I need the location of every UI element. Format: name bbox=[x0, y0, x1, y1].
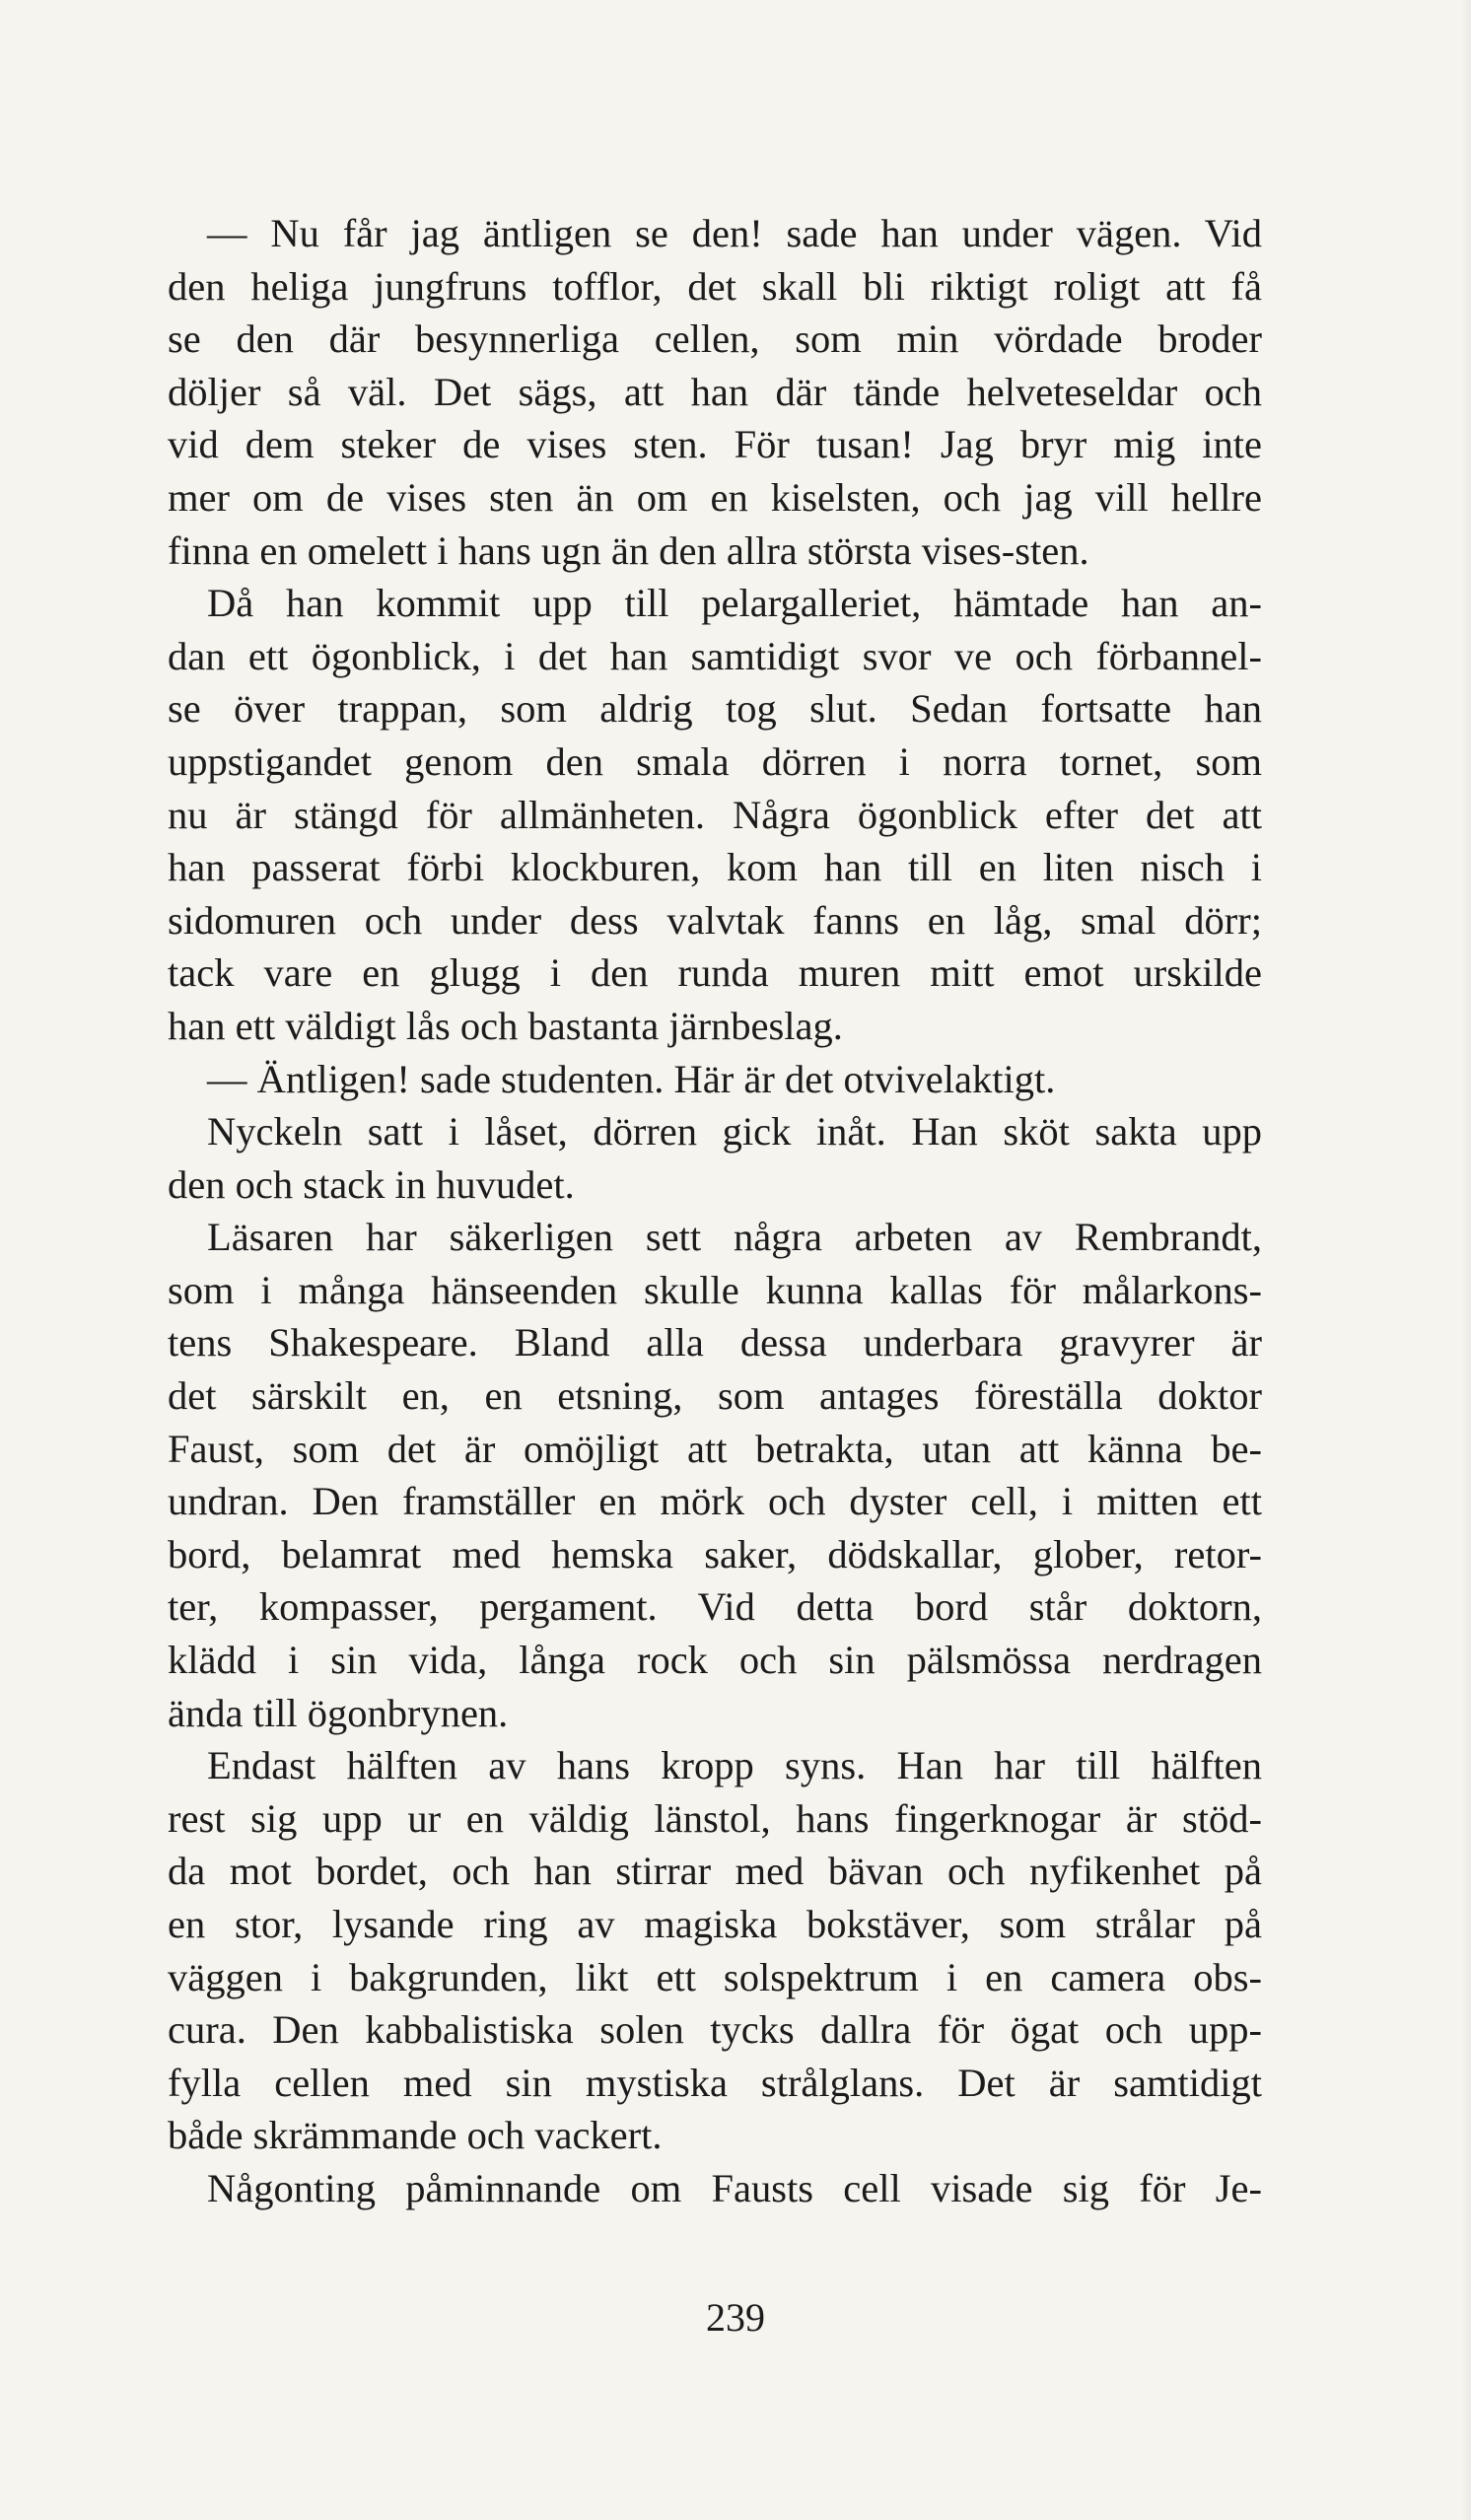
text-line: Nyckeln satt i låset, dörren gick inåt. Han sköt sakta upp bbox=[207, 1109, 1262, 1155]
text-line: klädd i sin vida, långa rock och sin pälsmössa nerdragen bbox=[168, 1638, 1262, 1683]
text-line: Läsaren har säkerligen sett några arbeten av Rembrandt, bbox=[207, 1215, 1262, 1260]
text-line: han passerat förbi klockburen, kom han till en liten nisch i bbox=[168, 845, 1262, 890]
text-line: den heliga jungfruns tofflor, det skall bli riktigt roligt att få bbox=[168, 263, 1262, 309]
text-line: sidomuren och under dess valvtak fanns en låg, smal dörr; bbox=[168, 897, 1262, 943]
text-line: mer om de vises sten än om en kiselsten, och jag vill hellre bbox=[168, 474, 1262, 520]
text-line: tack vare en glugg i den runda muren mitt emot urskilde bbox=[168, 950, 1262, 996]
text-line: som i många hänseenden skulle kunna kallas för målarkons- bbox=[168, 1267, 1262, 1312]
text-line: Då han kommit upp till pelargalleriet, hämtade han an- bbox=[207, 581, 1262, 626]
text-line: nu är stängd för allmänheten. Några ögonblick efter det att bbox=[168, 792, 1262, 837]
text-line: da mot bordet, och han stirrar med bävan och nyfikenhet på bbox=[168, 1849, 1262, 1894]
text-line: — Äntligen! sade studenten. Här är det otvivelaktigt. bbox=[207, 1056, 1056, 1101]
text-line: väggen i bakgrunden, likt ett solspektrum i en camera obs- bbox=[168, 1954, 1262, 1999]
text-line: bord, belamrat med hemska saker, dödskallar, glober, retor- bbox=[168, 1531, 1262, 1576]
text-line: han ett väldigt lås och bastanta järnbeslag. bbox=[168, 1003, 843, 1048]
text-line: både skrämmande och vackert. bbox=[168, 2113, 663, 2158]
text-line: fylla cellen med sin mystiska strålglans. Det är samtidigt bbox=[168, 2060, 1262, 2105]
text-line: se den där besynnerliga cellen, som min vördade broder bbox=[168, 316, 1262, 362]
text-line: dan ett ögonblick, i det han samtidigt svor ve och förbannel- bbox=[168, 633, 1262, 678]
page-number: 239 bbox=[706, 2295, 765, 2340]
text-line: cura. Den kabbalistiska solen tycks dallra för ögat och upp- bbox=[168, 2007, 1262, 2053]
text-line: rest sig upp ur en väldig länstol, hans fingerknogar är stöd- bbox=[168, 1795, 1262, 1841]
text-line: — Nu får jag äntligen se den! sade han under vägen. Vid bbox=[207, 211, 1262, 255]
text-line: ter, kompasser, pergament. Vid detta bord står doktorn, bbox=[168, 1584, 1262, 1630]
page-edge bbox=[1461, 0, 1471, 2520]
text-line: den och stack in huvudet. bbox=[168, 1161, 575, 1207]
text-line: ända till ögonbrynen. bbox=[168, 1690, 509, 1735]
text-line: Faust, som det är omöjligt att betrakta, utan att känna be- bbox=[168, 1426, 1262, 1471]
text-line: se över trappan, som aldrig tog slut. Sedan fortsatte han bbox=[168, 686, 1262, 732]
text-line: vid dem steker de vises sten. För tusan! Jag bryr mig inte bbox=[168, 422, 1262, 467]
text-line: det särskilt en, en etsning, som antages föreställa doktor bbox=[168, 1373, 1262, 1419]
text-line: tens Shakespeare. Bland alla dessa underbara gravyrer är bbox=[168, 1320, 1262, 1365]
text-line: en stor, lysande ring av magiska bokstäver, som strålar på bbox=[168, 1902, 1262, 1946]
text-line: Endast hälften av hans kropp syns. Han har till hälften bbox=[207, 1743, 1262, 1788]
text-line: döljer så väl. Det sägs, att han där tände helveteseldar och bbox=[168, 369, 1262, 414]
text-line: Någonting påminnande om Fausts cell visade sig för Je- bbox=[207, 2165, 1262, 2210]
text-line: undran. Den framställer en mörk och dyster cell, i mitten ett bbox=[168, 1479, 1262, 1524]
text-line: uppstigandet genom den smala dörren i norra tornet, som bbox=[168, 738, 1262, 784]
body-text bbox=[168, 207, 1262, 2215]
text-line: finna en omelett i hans ugn än den allra största vises-sten. bbox=[168, 527, 1089, 573]
